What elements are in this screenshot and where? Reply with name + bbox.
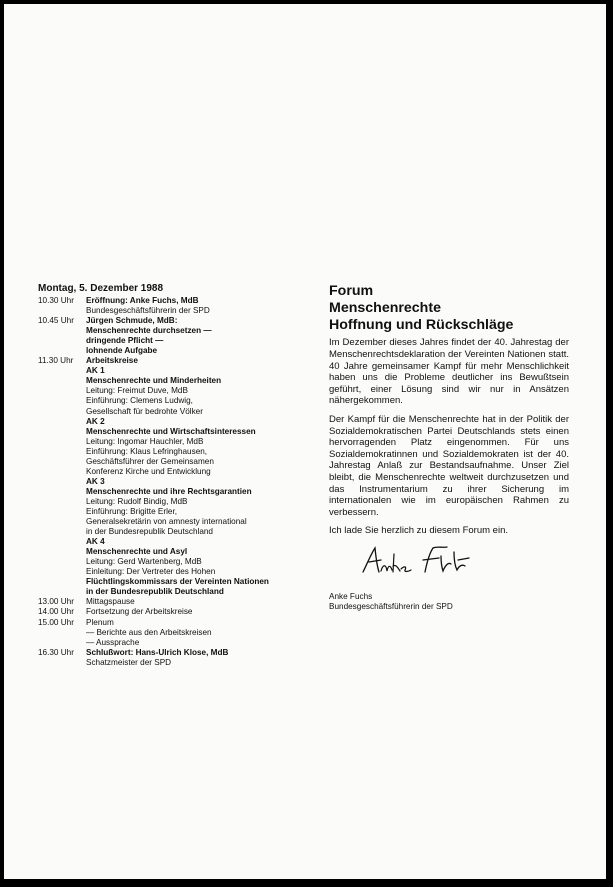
title-line-1: Forum (329, 283, 374, 299)
entry-line: — Aussprache (86, 637, 140, 647)
entry-line: Menschenrechte durchsetzen — (86, 326, 212, 336)
schedule-entries (38, 296, 300, 668)
entry-content (86, 618, 300, 648)
entry-time: 13.00 Uhr (38, 597, 74, 607)
entry-line: Leitung: Gerd Wartenberg, MdB (86, 557, 202, 567)
schedule-entry (38, 648, 300, 668)
entry-line: Leitung: Freimut Duve, MdB (86, 386, 188, 396)
entry-line: — Berichte aus den Arbeitskreisen (86, 627, 212, 637)
schedule-entry (38, 618, 300, 648)
title-line-2: Menschenrechte (329, 299, 441, 316)
entry-line: Einleitung: Der Vertreter des Hohen (86, 567, 216, 577)
entry-line: Leitung: Ingomar Hauchler, MdB (86, 436, 204, 446)
entry-content (86, 607, 300, 617)
title-line-3: Hoffnung und Rückschläge (329, 316, 514, 333)
entry-line: Menschenrechte und Wirtschaftsinteressen (86, 426, 256, 436)
entry-content (86, 597, 300, 607)
invitation-paragraph-2: Der Kampf für die Menschenrechte hat in der Politik der Sozialdemokratischen Partei Deutschlands stets einen hervorragenden Platz eingenommen. Für uns Sozialdemokratinnen und Sozialdemokraten ist der 40. Jahrestag Anlaß zur Bestandsaufnahme. Unser Ziel bleibt, die Menschenrechte weltweit durchzusetzen und das Instrumentarium zu ihrer Sicherung im internationalen wie im europäischen Rahmen zu verbessern. (329, 413, 569, 518)
entry-line: Einführung: Klaus Lefringhausen, (86, 446, 208, 456)
entry-line: in der Bundesrepublik Deutschland (86, 587, 224, 597)
forum-title (329, 283, 569, 333)
schedule-entry (38, 607, 300, 617)
entry-line: Mittagspause (86, 597, 135, 607)
entry-line: Gesellschaft für bedrohte Völker (86, 406, 203, 416)
entry-line: Einführung: Clemens Ludwig, (86, 396, 193, 406)
entry-line: Schlußwort: Hans-Ulrich Klose, MdB (86, 647, 229, 657)
entry-line: Generalsekretärin von amnesty international (86, 517, 247, 527)
entry-line: Geschäftsführer der Gemeinsamen (86, 456, 214, 466)
entry-time: 11.30 Uhr (38, 356, 74, 366)
entry-line: AK 2 (86, 416, 105, 426)
entry-line: Leitung: Rudolf Bindig, MdB (86, 496, 188, 506)
entry-line: AK 4 (86, 537, 105, 547)
entry-line: Jürgen Schmude, MdB: (86, 316, 178, 326)
signatory-name: Anke Fuchs (329, 591, 373, 601)
entry-line: in der Bundesrepublik Deutschland (86, 527, 213, 537)
entry-time: 14.00 Uhr (38, 607, 74, 617)
entry-time: 16.30 Uhr (38, 647, 74, 657)
entry-line: Menschenrechte und ihre Rechtsgarantien (86, 486, 252, 496)
entry-line: Einführung: Brigitte Erler, (86, 506, 178, 516)
entry-content (86, 296, 300, 316)
entry-line: Bundesgeschäftsführerin der SPD (86, 306, 210, 316)
entry-line: lohnende Aufgabe (86, 346, 158, 356)
schedule-entry (38, 296, 300, 316)
entry-line: Menschenrechte und Minderheiten (86, 376, 222, 386)
entry-line: AK 3 (86, 476, 105, 486)
program-date: Montag, 5. Dezember 1988 (38, 283, 164, 294)
schedule-entry (38, 597, 300, 607)
entry-line: Schatzmeister der SPD (86, 657, 172, 667)
schedule-entry (38, 316, 300, 356)
entry-content (86, 648, 300, 668)
schedule-entry (38, 356, 300, 597)
entry-line: Eröffnung: Anke Fuchs, MdB (86, 296, 199, 305)
entry-line: Arbeitskreise (86, 356, 138, 366)
invitation-paragraph-3: Ich lade Sie herzlich zu diesem Forum ein. (329, 525, 508, 537)
entry-line: Menschenrechte und Asyl (86, 547, 188, 557)
entry-line: Plenum (86, 617, 114, 627)
entry-line: dringende Pflicht — (86, 336, 164, 346)
entry-content (86, 316, 300, 356)
entry-time: 10.30 Uhr (38, 296, 74, 305)
entry-time: 10.45 Uhr (38, 316, 74, 326)
entry-line: Fortsetzung der Arbeitskreise (86, 607, 193, 617)
document-page (4, 4, 606, 879)
program-schedule (38, 283, 300, 668)
handwritten-signature (359, 544, 479, 578)
signatory-role: Bundesgeschäftsführerin der SPD (329, 601, 453, 611)
invitation-letter (329, 283, 569, 612)
entry-line: Konferenz Kirche und Entwicklung (86, 466, 211, 476)
invitation-paragraph-1: Im Dezember dieses Jahres findet der 40. Jahrestag der Menschenrechtsdeklaration der Vereinten Nationen statt. 40 Jahre gemeinsamer Kampf für mehr Menschlichkeit haben uns die Probleme deutlicher ins Bewußtsein geführt, einer Lösung sind wir nur in Ansätzen nähergekommen. (329, 337, 569, 407)
entry-line: AK 1 (86, 366, 105, 376)
entry-content (86, 356, 300, 597)
entry-line: Flüchtlingskommissars der Vereinten Nationen (86, 577, 269, 587)
entry-time: 15.00 Uhr (38, 617, 74, 627)
